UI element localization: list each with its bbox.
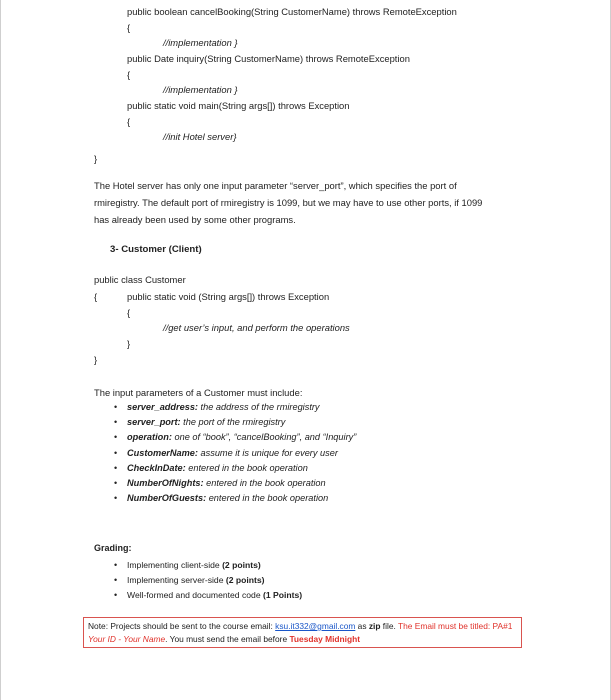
section-heading-customer: 3- Customer (Client) (110, 244, 202, 255)
init-comment: //init Hotel server} (163, 131, 237, 142)
bullet-icon: • (114, 560, 118, 570)
submission-note-box: Note: Projects should be sent to the course email: ksu.it332@gmail.com as zip file. The Email must be titled: PA#1 Your ID - Your Name. You must send the email before Tuesday Midnight (83, 617, 522, 648)
get-input-comment: //get user’s input, and perform the operations (163, 322, 350, 333)
list-item: • CustomerName: assume it is unique for every user (114, 446, 356, 461)
list-item: • CheckInDate: entered in the book operation (114, 461, 356, 476)
cancel-booking-signature: public boolean cancelBooking(String CustomerName) throws RemoteException (127, 6, 457, 17)
customer-main-signature: public static void (String args[]) throws Exception (127, 291, 330, 302)
params-intro: The input parameters of a Customer must include: (94, 387, 303, 398)
inquiry-signature: public Date inquiry(String CustomerName) throws RemoteException (127, 53, 410, 64)
note-text: Note: Projects should be sent to the course email: (88, 621, 276, 631)
deadline-text: Tuesday Midnight (289, 634, 361, 644)
main-signature: public static void main(String args[]) throws Exception (127, 100, 350, 111)
customer-class-signature: public class Customer (94, 274, 186, 285)
zip-label: zip (368, 621, 381, 631)
list-item: • server_port: the port of the rmiregistry (114, 415, 356, 430)
bullet-icon: • (114, 462, 118, 473)
list-item: • NumberOfGuests: entered in the book operation (114, 491, 356, 506)
list-item: • Implementing client-side (2 points) (114, 558, 302, 573)
list-item: • Implementing server-side (2 points) (114, 573, 302, 588)
hotel-server-paragraph: The Hotel server has only one input parameter “server_port”, which specifies the port of rmiregistry. The default port of rmiregistry is 1099, but we may have to use other ports, if 1099 has already been used by some other programs. (94, 180, 483, 225)
bullet-icon: • (114, 432, 118, 443)
code-brace: { (127, 307, 131, 318)
course-email-link[interactable]: ksu.it332@gmail.com (275, 621, 356, 631)
class-close-brace: } (94, 354, 98, 365)
bullet-icon: • (114, 447, 118, 458)
code-brace: { (94, 291, 98, 302)
list-item: • operation: one of “book”, “cancelBooking”, and “Inquiry” (114, 430, 356, 445)
code-brace: { (127, 22, 131, 33)
bullet-icon: • (114, 402, 118, 412)
code-brace: } (127, 338, 131, 349)
class-close-brace: } (94, 153, 98, 164)
params-list (114, 400, 356, 506)
list-item: • server_address: the address of the rmiregistry (114, 400, 356, 415)
implementation-comment: //implementation } (163, 84, 238, 95)
list-item: • Well-formed and documented code (1 Points) (114, 588, 302, 603)
bullet-icon: • (114, 575, 118, 585)
bullet-icon: • (114, 417, 118, 428)
id-name-placeholder: Your ID - Your Name (88, 634, 166, 644)
bullet-icon: • (114, 478, 118, 489)
grading-title: Grading: (94, 543, 132, 553)
code-brace: { (127, 116, 131, 127)
bullet-icon: • (114, 590, 118, 600)
list-item: • NumberOfNights: entered in the book operation (114, 476, 356, 491)
code-brace: { (127, 69, 131, 80)
bullet-icon: • (114, 493, 118, 504)
grading-list (114, 558, 302, 603)
implementation-comment: //implementation } (163, 37, 238, 48)
